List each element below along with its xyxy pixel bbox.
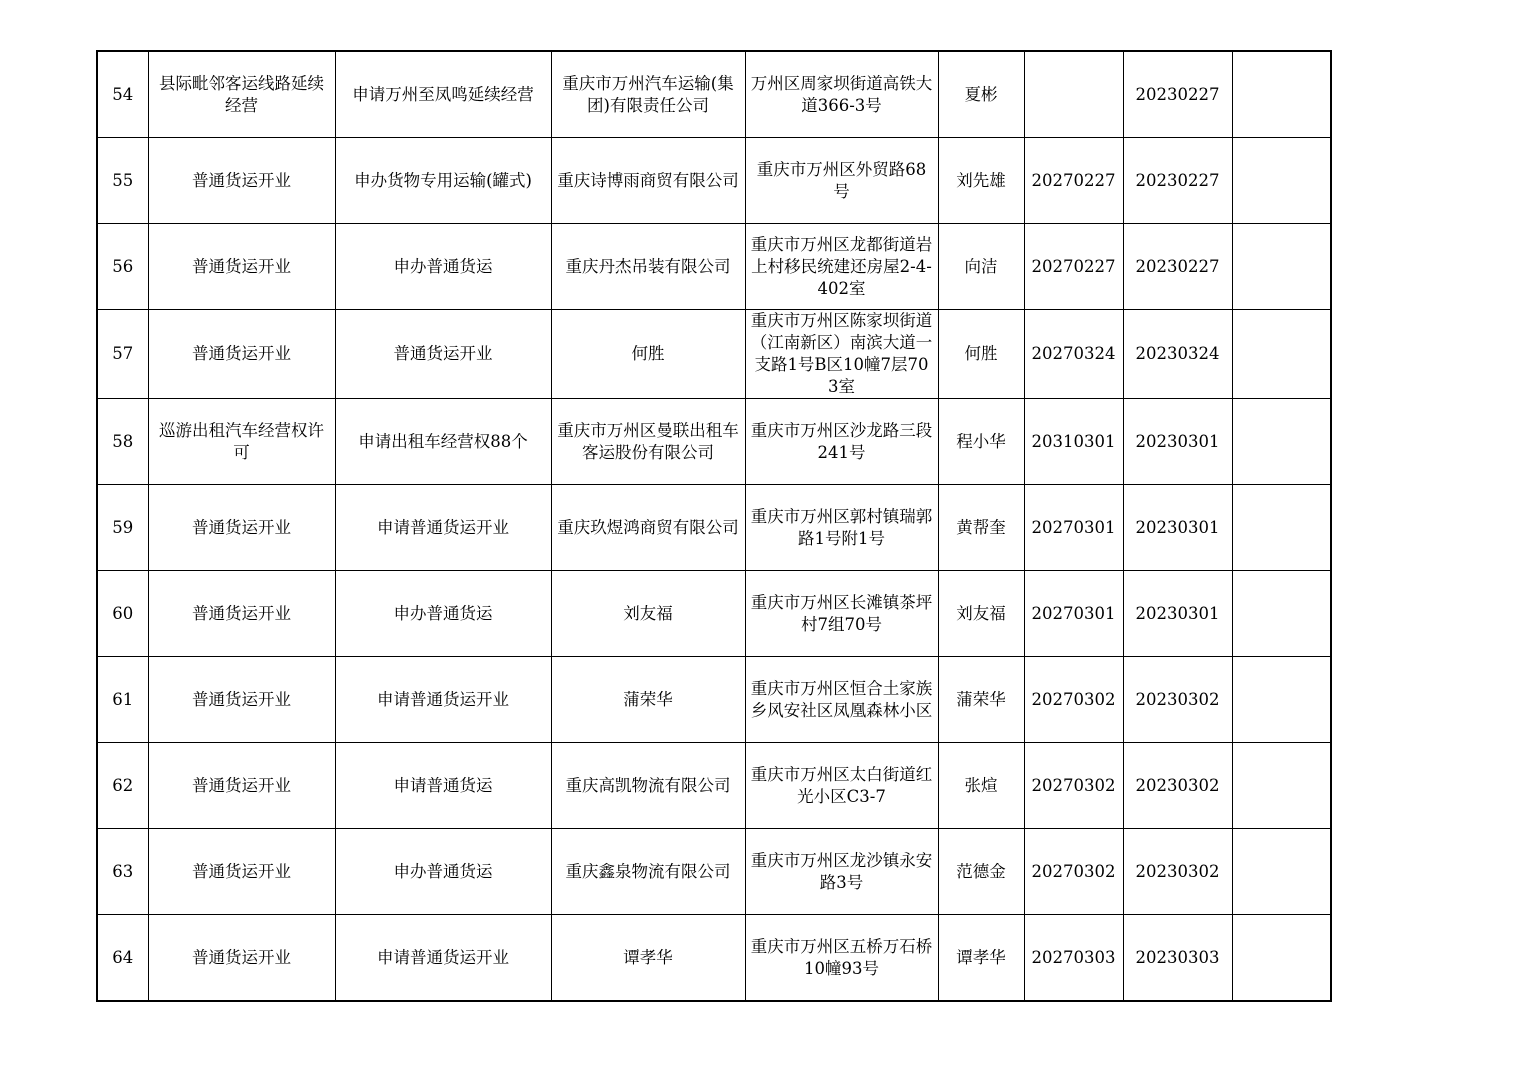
item-cell: 申请普通货运开业: [335, 485, 551, 571]
applicant-cell: 重庆市万州区曼联出租车客运股份有限公司: [551, 399, 745, 485]
table-row: [97, 399, 1331, 485]
contact-person-cell: 黄帮奎: [938, 485, 1024, 571]
issue-date-cell: 20230301: [1123, 485, 1232, 571]
address-cell: 重庆市万州区沙龙路三段241号: [745, 399, 938, 485]
contact-person-cell: 蒲荣华: [938, 657, 1024, 743]
address-cell: 重庆市万州区陈家坝街道（江南新区）南滨大道一支路1号B区10幢7层703室: [745, 310, 938, 399]
item-cell: 普通货运开业: [335, 310, 551, 399]
contact-person-cell: 刘先雄: [938, 138, 1024, 224]
address-cell: 重庆市万州区龙都街道岩上村移民统建还房屋2-4-402室: [745, 224, 938, 310]
item-cell: 申办普通货运: [335, 571, 551, 657]
issue-date-cell: 20230227: [1123, 138, 1232, 224]
remark-cell: [1232, 399, 1331, 485]
row-number-cell: 60: [97, 571, 148, 657]
issue-date-cell: 20230301: [1123, 571, 1232, 657]
row-number-cell: 59: [97, 485, 148, 571]
address-cell: 重庆市万州区长滩镇茶坪村7组70号: [745, 571, 938, 657]
remark-cell: [1232, 485, 1331, 571]
applicant-cell: 重庆鑫泉物流有限公司: [551, 829, 745, 915]
valid-until-cell: 20270302: [1024, 829, 1123, 915]
contact-person-cell: 程小华: [938, 399, 1024, 485]
issue-date-cell: 20230302: [1123, 657, 1232, 743]
address-cell: 重庆市万州区恒合土家族乡风安社区凤凰森林小区: [745, 657, 938, 743]
table-row: [97, 138, 1331, 224]
item-cell: 申请普通货运开业: [335, 915, 551, 1002]
category-cell: 普通货运开业: [148, 485, 335, 571]
item-cell: 申请万州至凤鸣延续经营: [335, 51, 551, 138]
contact-person-cell: 范德金: [938, 829, 1024, 915]
row-number-cell: 61: [97, 657, 148, 743]
category-cell: 普通货运开业: [148, 310, 335, 399]
valid-until-cell: 20310301: [1024, 399, 1123, 485]
item-cell: 申办普通货运: [335, 829, 551, 915]
category-cell: 普通货运开业: [148, 743, 335, 829]
applicant-cell: 何胜: [551, 310, 745, 399]
applicant-cell: 重庆高凯物流有限公司: [551, 743, 745, 829]
table-row: [97, 743, 1331, 829]
row-number-cell: 62: [97, 743, 148, 829]
valid-until-cell: 20270302: [1024, 743, 1123, 829]
permit-table: [96, 50, 1332, 1002]
remark-cell: [1232, 138, 1331, 224]
contact-person-cell: 刘友福: [938, 571, 1024, 657]
remark-cell: [1232, 310, 1331, 399]
issue-date-cell: 20230227: [1123, 224, 1232, 310]
contact-person-cell: 向洁: [938, 224, 1024, 310]
item-cell: 申请出租车经营权88个: [335, 399, 551, 485]
row-number-cell: 54: [97, 51, 148, 138]
table-row: [97, 829, 1331, 915]
category-cell: 普通货运开业: [148, 138, 335, 224]
contact-person-cell: 谭孝华: [938, 915, 1024, 1002]
category-cell: 普通货运开业: [148, 224, 335, 310]
item-cell: 申请普通货运开业: [335, 657, 551, 743]
remark-cell: [1232, 571, 1331, 657]
issue-date-cell: 20230301: [1123, 399, 1232, 485]
category-cell: 普通货运开业: [148, 657, 335, 743]
issue-date-cell: 20230302: [1123, 743, 1232, 829]
category-cell: 普通货运开业: [148, 571, 335, 657]
address-cell: 重庆市万州区五桥万石桥10幢93号: [745, 915, 938, 1002]
applicant-cell: 重庆市万州汽车运输(集团)有限责任公司: [551, 51, 745, 138]
row-number-cell: 64: [97, 915, 148, 1002]
table-row: [97, 915, 1331, 1002]
remark-cell: [1232, 829, 1331, 915]
row-number-cell: 58: [97, 399, 148, 485]
address-cell: 重庆市万州区太白街道红光小区C3-7: [745, 743, 938, 829]
issue-date-cell: 20230302: [1123, 829, 1232, 915]
contact-person-cell: 张煊: [938, 743, 1024, 829]
row-number-cell: 57: [97, 310, 148, 399]
remark-cell: [1232, 224, 1331, 310]
category-cell: 普通货运开业: [148, 829, 335, 915]
category-cell: 普通货运开业: [148, 915, 335, 1002]
applicant-cell: 刘友福: [551, 571, 745, 657]
issue-date-cell: 20230324: [1123, 310, 1232, 399]
row-number-cell: 56: [97, 224, 148, 310]
address-cell: 重庆市万州区郭村镇瑞郭路1号附1号: [745, 485, 938, 571]
address-cell: 万州区周家坝街道高铁大道366-3号: [745, 51, 938, 138]
applicant-cell: 谭孝华: [551, 915, 745, 1002]
row-number-cell: 63: [97, 829, 148, 915]
table-row: [97, 485, 1331, 571]
valid-until-cell: 20270227: [1024, 224, 1123, 310]
valid-until-cell: 20270301: [1024, 571, 1123, 657]
applicant-cell: 蒲荣华: [551, 657, 745, 743]
item-cell: 申请普通货运: [335, 743, 551, 829]
contact-person-cell: 夏彬: [938, 51, 1024, 138]
table-row: [97, 224, 1331, 310]
contact-person-cell: 何胜: [938, 310, 1024, 399]
remark-cell: [1232, 915, 1331, 1002]
valid-until-cell: [1024, 51, 1123, 138]
address-cell: 重庆市万州区外贸路68号: [745, 138, 938, 224]
table-row: [97, 571, 1331, 657]
remark-cell: [1232, 51, 1331, 138]
table-row: [97, 310, 1331, 399]
table-row: [97, 51, 1331, 138]
valid-until-cell: 20270302: [1024, 657, 1123, 743]
remark-cell: [1232, 657, 1331, 743]
applicant-cell: 重庆诗博雨商贸有限公司: [551, 138, 745, 224]
remark-cell: [1232, 743, 1331, 829]
item-cell: 申办货物专用运输(罐式): [335, 138, 551, 224]
valid-until-cell: 20270303: [1024, 915, 1123, 1002]
item-cell: 申办普通货运: [335, 224, 551, 310]
issue-date-cell: 20230227: [1123, 51, 1232, 138]
applicant-cell: 重庆玖煜鸿商贸有限公司: [551, 485, 745, 571]
valid-until-cell: 20270324: [1024, 310, 1123, 399]
valid-until-cell: 20270301: [1024, 485, 1123, 571]
applicant-cell: 重庆丹杰吊装有限公司: [551, 224, 745, 310]
table-row: [97, 657, 1331, 743]
table-body: [97, 51, 1331, 1001]
category-cell: 县际毗邻客运线路延续经营: [148, 51, 335, 138]
address-cell: 重庆市万州区龙沙镇永安路3号: [745, 829, 938, 915]
issue-date-cell: 20230303: [1123, 915, 1232, 1002]
valid-until-cell: 20270227: [1024, 138, 1123, 224]
category-cell: 巡游出租汽车经营权许可: [148, 399, 335, 485]
row-number-cell: 55: [97, 138, 148, 224]
